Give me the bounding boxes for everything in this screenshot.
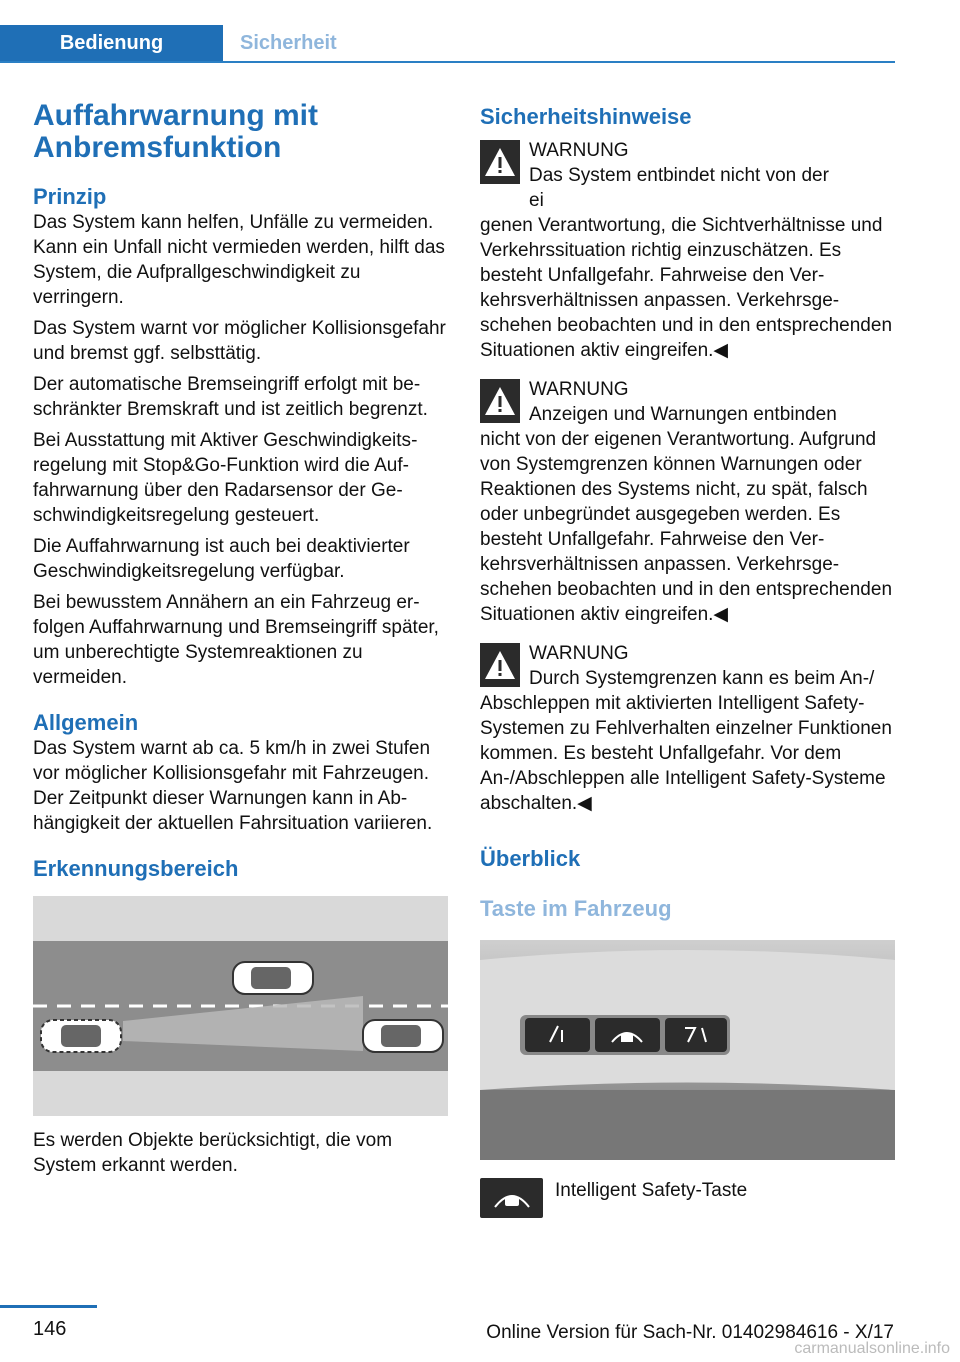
tab-sicherheit[interactable]: Sicherheit bbox=[240, 31, 337, 54]
other-lane-car-icon bbox=[233, 962, 313, 994]
warning-label: WARNUNG bbox=[529, 140, 629, 161]
warning-triangle-icon bbox=[480, 643, 520, 687]
page-title: Auffahrwarnung mit Anbremsfunktion bbox=[33, 99, 318, 164]
warning-first-line: Durch Systemgrenzen kann es beim An-/ bbox=[529, 668, 875, 689]
vehicle-button-photo bbox=[480, 940, 895, 1160]
detection-range-illustration bbox=[33, 896, 448, 1116]
right-column bbox=[480, 100, 895, 1218]
warning-text: Abschleppen mit aktivierten Intelligent Safety-Systemen zu Fehlverhalten einzelner Funktionen kommen. Es besteht Unfallgefahr. Vor dem An-/Abschleppen alle Intelligent Safety-Systeme abschalten.◀ bbox=[480, 693, 892, 814]
warning-block-1 bbox=[480, 138, 895, 363]
safety-button-caption bbox=[480, 1178, 895, 1218]
warning-text: nicht von der eigenen Verantwortung. Aufgrund von Systemgrenzen können Warnungen oder Reaktionen des Systems nicht, zu spät, falsch oder unbegründet ausgegeben werden. Es besteht Unfallgefahr. Fahrweise den Verkehrsverhältnissen anpassen. Verkehrsgeschehen beobachten und in den entsprechenden Situationen aktiv eingreifen.◀ bbox=[480, 429, 893, 625]
heading-prinzip: Prinzip bbox=[33, 184, 107, 209]
prinzip-paragraph-2: Das System warnt vor möglicher Kollisionsgefahr und bremst ggf. selbsttätig. bbox=[33, 318, 446, 364]
detected-car-icon bbox=[363, 1020, 443, 1052]
warning-triangle-icon bbox=[480, 379, 520, 423]
warning-block-3 bbox=[480, 641, 895, 816]
heading-allgemein: Allgemein bbox=[33, 710, 139, 735]
heading-erkennungsbereich: Erkennungsbereich bbox=[33, 856, 239, 881]
warning-first-line: Das System entbindet nicht von der ei bbox=[529, 165, 829, 211]
online-version-note: Online Version für Sach-Nr. 01402984616 - X/17 bbox=[486, 1322, 894, 1343]
chapter-tabs bbox=[0, 25, 895, 63]
intelligent-safety-icon bbox=[480, 1178, 543, 1218]
prinzip-paragraph-5: Die Auffahrwarnung ist auch bei deaktivierter Geschwindigkeitsregelung verfügbar. bbox=[33, 536, 410, 582]
heading-sicherheitshinweise: Sicherheitshinweise bbox=[480, 104, 692, 129]
button-panel-photo bbox=[480, 940, 895, 1160]
warning-label: WARNUNG bbox=[529, 379, 629, 400]
prinzip-paragraph-3: Der automatische Bremseingriff erfolgt mit beschränkter Bremskraft und ist zeitlich begrenzt. bbox=[33, 374, 428, 420]
warning-first-line: Anzeigen und Warnungen entbinden bbox=[529, 404, 837, 425]
warning-label: WARNUNG bbox=[529, 643, 629, 664]
traffic-assist-button bbox=[665, 1018, 727, 1052]
allgemein-paragraph: Das System warnt ab ca. 5 km/h in zwei Stufen vor möglicher Kollisionsgefahr mit Fahrzeugen. Der Zeitpunkt dieser Warnungen kann in Abhängigkeit der aktuellen Fahrsituation variieren. bbox=[33, 738, 433, 834]
page-number: 146 bbox=[33, 1318, 67, 1340]
caption-text: Intelligent Safety-Taste bbox=[555, 1180, 748, 1201]
erkennung-caption: Es werden Objekte berücksichtigt, die vom System erkannt werden. bbox=[33, 1130, 393, 1176]
warning-triangle-icon bbox=[480, 140, 520, 184]
warning-text: genen Verantwortung, die Sichtverhältnisse und Verkehrssituation richtig einzuschätzen. Es besteht Unfallgefahr. Fahrweise den Verkehrsverhältnissen anpassen. Verkehrsgeschehen beobachten und in den entsprechenden Situationen aktiv eingreifen.◀ bbox=[480, 215, 893, 361]
warning-block-2 bbox=[480, 377, 895, 627]
prinzip-paragraph-4: Bei Ausstattung mit Aktiver Geschwindigkeitsregelung mit Stop&Go-Funktion wird die Auffahrwarnung über den Radarsensor der Geschwindigkeitsregelung gesteuert. bbox=[33, 430, 418, 526]
footer-line bbox=[0, 1305, 97, 1308]
left-column bbox=[33, 100, 448, 1184]
tab-bedienung[interactable]: Bedienung bbox=[0, 25, 223, 61]
heading-taste-im-fahrzeug: Taste im Fahrzeug bbox=[480, 896, 672, 921]
watermark: carmanualsonline.info bbox=[794, 1340, 950, 1357]
lane-assist-button bbox=[525, 1018, 590, 1052]
own-car-icon bbox=[41, 1020, 121, 1052]
road-diagram bbox=[33, 896, 448, 1116]
heading-ueberblick: Überblick bbox=[480, 846, 581, 871]
prinzip-paragraph-6: Bei bewusstem Annähern an ein Fahrzeug erfolgen Auffahrwarnung und Bremseingriff später, um unberechtigte Systemreaktionen zu vermeiden. bbox=[33, 592, 439, 688]
prinzip-paragraph-1: Das System kann helfen, Unfälle zu vermeiden. Kann ein Unfall nicht vermieden werden, hilft das System, die Aufprallgeschwindigkeit zu verringern. bbox=[33, 212, 445, 308]
